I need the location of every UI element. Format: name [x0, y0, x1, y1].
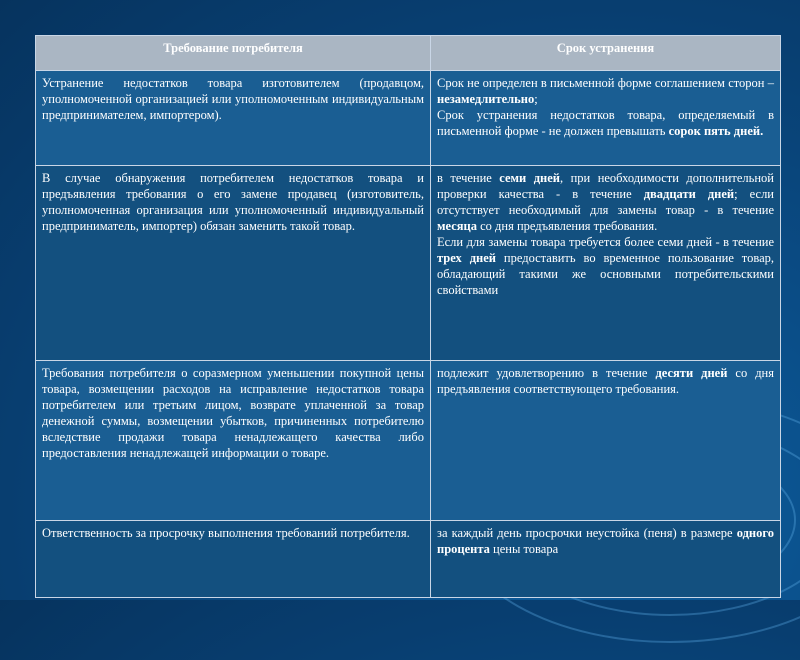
- table-row: [36, 71, 781, 166]
- column-header-deadline: Срок устранения: [431, 36, 781, 71]
- deadline-text: цены товара: [489, 542, 559, 556]
- table-header-row: [36, 36, 781, 71]
- requirement-cell: Ответственность за просрочку выполнения требований потребителя.: [36, 521, 431, 598]
- deadline-cell: [431, 166, 781, 361]
- deadline-cell: [431, 521, 781, 598]
- requirement-cell: Устранение недостатков товара изготовителем (продавцом, уполномоченной организацией или уполномоченным индивидуальным предпринимателем, импортером).: [36, 71, 431, 166]
- deadline-cell: [431, 71, 781, 166]
- deadline-emphasis: незамедлительно: [437, 92, 535, 106]
- deadline-text: Срок устранения недостатков товара, определяемый в письменной форме - не должен превышать: [437, 108, 774, 138]
- table-row: [36, 361, 781, 521]
- requirement-cell: Требования потребителя о соразмерном уменьшении покупной цены товара, возмещении расходов на исправление недостатков товара потребителем или третьим лицом, возврате уплаченной за товар денежной суммы, возмещении убытков, причиненных потребителю вследствие продажи товара ненадлежащего качества либо предоставления ненадлежащей информации о товаре.: [36, 361, 431, 521]
- deadline-text: со дня предъявления требования.: [476, 219, 658, 233]
- consumer-rights-table: [35, 35, 781, 598]
- deadline-text: за каждый день просрочки неустойка (пеня) в размере: [437, 526, 737, 540]
- requirement-cell: В случае обнаружения потребителем недостатков товара и предъявления требования о его замене продавец (изготовитель, уполномоченная организация или уполномоченный индивидуальный предприниматель, импортер) обязан заменить такой товар.: [36, 166, 431, 361]
- deadline-emphasis: месяца: [437, 219, 477, 233]
- deadline-text: , при необходимости дополнительной проверки качества - в течение: [437, 171, 774, 201]
- deadline-emphasis: одного процента: [437, 526, 774, 556]
- deadline-emphasis: десяти дней: [655, 366, 728, 380]
- table-row: [36, 521, 781, 598]
- deadline-text: Если для замены товара требуется более семи дней - в течение: [437, 235, 774, 249]
- deadline-emphasis: сорок пять дней.: [668, 124, 764, 138]
- deadline-emphasis: двадцати дней: [643, 187, 735, 201]
- table-row: [36, 166, 781, 361]
- deadline-text: Срок не определен в письменной форме соглашением сторон –: [437, 76, 774, 90]
- deadline-text: предоставить во временное пользование товар, обладающий такими же основными потребительскими свойствами: [437, 251, 775, 297]
- deadline-text: в течение: [437, 171, 500, 185]
- deadline-emphasis: трех дней: [437, 251, 496, 265]
- deadline-text: ; если отсутствует необходимый для замены товар - в течение: [437, 187, 774, 217]
- deadline-text: подлежит удовлетворению в течение: [437, 366, 656, 380]
- deadline-cell: [431, 361, 781, 521]
- deadline-text: ;: [534, 92, 538, 106]
- deadline-text: со дня предъявления соответствующего требования.: [437, 366, 774, 396]
- deadline-emphasis: семи дней: [499, 171, 561, 185]
- column-header-requirement: Требование потребителя: [36, 36, 431, 71]
